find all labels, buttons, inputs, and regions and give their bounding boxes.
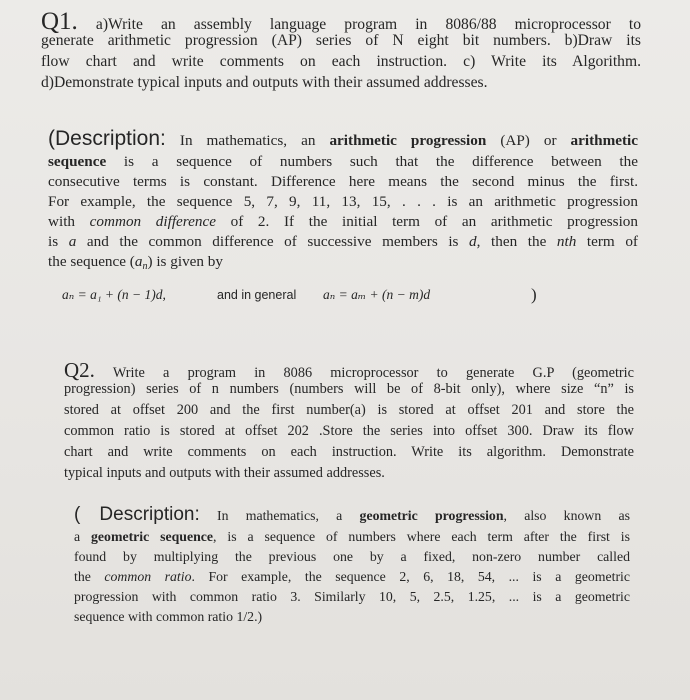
formula-general: aₙ = aₘ + (n − m)d: [323, 287, 431, 302]
q1-desc-line-7: the sequence $(a_n)$ is given by: [48, 253, 223, 272]
q2-description: [74, 505, 630, 630]
formula-close-paren: ): [531, 285, 537, 304]
q2-desc-line-3: found by multiplying the previous one by a fixed, non-zero number called: [74, 549, 630, 564]
q2-line-6: typical inputs and outputs with their assumed addresses.: [64, 465, 385, 481]
q1-desc-line-4: For example, the sequence 5, 7, 9, 11, 13, 15, . . . is an arithmetic progression: [48, 193, 638, 210]
q1-desc-line-5: with common difference of 2. If the initial term of an arithmetic progression: [48, 213, 638, 230]
q1-desc-line-3: consecutive terms is constant. Difference here means the second minus the first.: [48, 173, 638, 190]
q1-line-4: d)Demonstrate typical inputs and outputs with their assumed addresses.: [41, 74, 488, 91]
q2-line-4: common ratio is stored at offset 202 .Store the series into offset 300. Draw its flow: [64, 423, 634, 439]
q1-line-1: Q1. a)Write an assembly language program in 8086/88 microprocessor to: [41, 8, 641, 35]
q2-line-3: stored at offset 200 and the first number(a) is stored at offset 201 and store the: [64, 402, 634, 418]
q2-desc-line-6: sequence with common ratio 1/2.): [74, 609, 263, 624]
q1-desc-line-2: sequence is a sequence of numbers such that the difference between the: [48, 153, 638, 170]
q1-desc-line-1: (Description: In mathematics, an arithmetic progression (AP) or arithmetic: [48, 127, 639, 150]
q1-line-2: generate arithmetic progression (AP) series of N eight bit numbers. b)Draw its: [41, 32, 641, 49]
q1-desc-line-6: is a and the common difference of successive members is d, then the nth term of: [48, 233, 638, 250]
q2-line-2: progression) series of n numbers (numbers will be of 8-bit only), where size “n” is: [64, 381, 634, 397]
formula-nth-term: aₙ = a₁ + (n − 1)d,: [62, 287, 166, 302]
term-arithmetic-progression: arithmetic progression: [329, 132, 487, 149]
q1-formula: [62, 287, 622, 307]
q2-line-5: chart and write comments on each instruction. Write its algorithm. Demonstrate: [64, 444, 634, 460]
q1-question: [41, 9, 641, 96]
q1-line-3: flow chart and write comments on each instruction. c) Write its Algorithm.: [41, 53, 641, 70]
q2-desc-line-1: ( Description: In mathematics, a geometric progression, also known as: [74, 504, 630, 525]
q1-description: [48, 128, 638, 274]
formula-connector: and in general: [217, 288, 297, 302]
term-sequence: sequence: [48, 153, 107, 170]
q1-label: Q1.: [41, 8, 78, 35]
q2-desc-line-5: progression with common ratio 3. Similarly 10, 5, 2.5, 1.25, ... is a geometric: [74, 589, 630, 604]
q2-line-1: Q2. Write a program in 8086 microprocessor to generate G.P (geometric: [64, 358, 634, 382]
term-geometric-sequence: geometric sequence: [91, 529, 214, 544]
q2-desc-line-2: a geometric sequence, is a sequence of numbers where each term after the first is: [74, 529, 630, 544]
q2-desc-line-4: the common ratio. For example, the sequence 2, 6, 18, 54, ... is a geometric: [74, 569, 631, 584]
q2-question: [64, 360, 634, 487]
q2-label: Q2.: [64, 358, 95, 382]
term-geometric-progression: geometric progression: [359, 508, 504, 523]
